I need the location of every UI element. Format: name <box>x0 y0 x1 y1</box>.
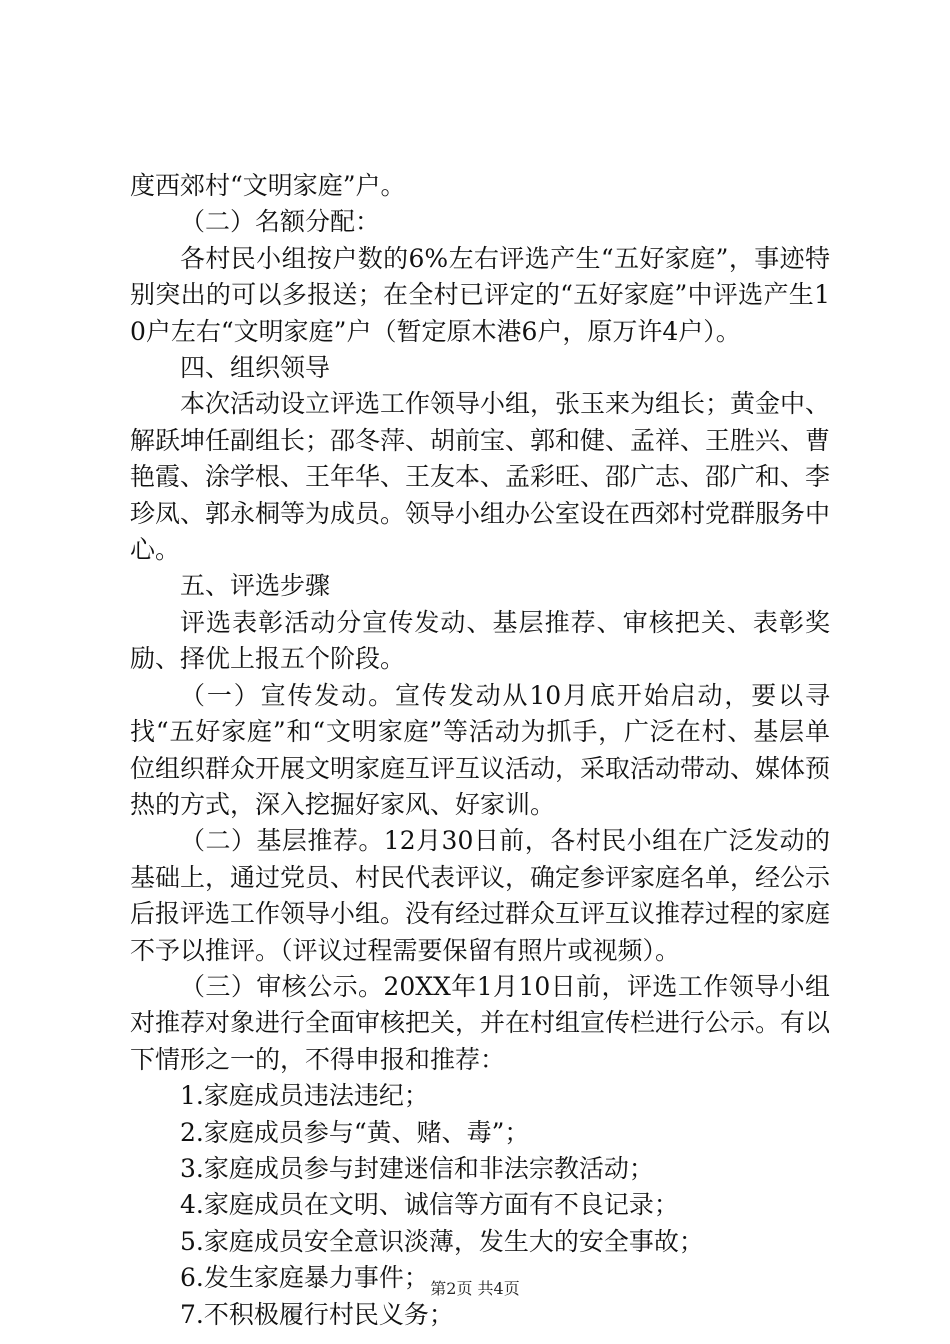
heading-quota-allocation: （二）名额分配： <box>180 207 381 237</box>
list-item: 7.不积极履行村民义务； <box>180 1299 454 1329</box>
heading-organization: 四、组织领导 <box>180 353 331 383</box>
list-item: 5.家庭成员安全意识淡薄，发生大的安全事故； <box>180 1226 704 1256</box>
paragraph-review: （三）审核公示。20XX年1月10日前，评选工作领导小组对推荐对象进行全面审核把关，并在村组宣传栏进行公示。有以下情形之一的，不得申报和推荐： <box>130 971 831 1074</box>
paragraph-continuation: 度西郊村“文明家庭”户。 <box>130 171 406 200</box>
heading-selection-steps: 五、评选步骤 <box>180 571 331 601</box>
page-number-footer: 第2页 共4页 <box>430 1279 520 1298</box>
list-item: 4.家庭成员在文明、诚信等方面有不良记录； <box>180 1190 679 1220</box>
paragraph-quota-details: 各村民小组按户数的6%左右评选产生“五好家庭”，事迹特别突出的可以多报送；在全村已评定的“五好家庭”中评选产生10户左右“文明家庭”户（暂定原木港6户，原万许4户）。 <box>130 243 830 346</box>
list-item: 2.家庭成员参与“黄、赌、毒”； <box>180 1117 530 1147</box>
paragraph-leadership-group: 本次活动设立评选工作领导小组，张玉来为组长；黄金中、解跃坤任副组长；邵冬萍、胡前宝、郭和健、孟祥、王胜兴、曹艳霞、涂学根、王年华、王友本、孟彩旺、邵广志、邵广和、李珍凤、郭永桐等为成员。领导小组办公室设在西郊村党群服务中心。 <box>130 389 831 565</box>
paragraph-publicity: （一）宣传发动。宣传发动从10月底开始启动，要以寻找“五好家庭”和“文明家庭”等活动为抓手，广泛在村、基层单位组织群众开展文明家庭互评互议活动，采取活动带动、媒体预热的方式，深入挖掘好家风、好家训。 <box>130 680 831 819</box>
document-body <box>130 168 830 1333</box>
list-item: 1.家庭成员违法违纪； <box>180 1081 429 1111</box>
list-item: 3.家庭成员参与封建迷信和非法宗教活动； <box>180 1153 654 1183</box>
paragraph-stages: 评选表彰活动分宣传发动、基层推荐、审核把关、表彰奖励、择优上报五个阶段。 <box>130 607 830 674</box>
list-item: 6.发生家庭暴力事件； <box>180 1263 429 1293</box>
paragraph-recommendation: （二）基层推荐。12月30日前，各村民小组在广泛发动的基础上，通过党员、村民代表评议，确定参评家庭名单，经公示后报评选工作领导小组。没有经过群众互评互议推荐过程的家庭不予以推评。（评议过程需要保留有照片或视频）。 <box>130 826 831 965</box>
